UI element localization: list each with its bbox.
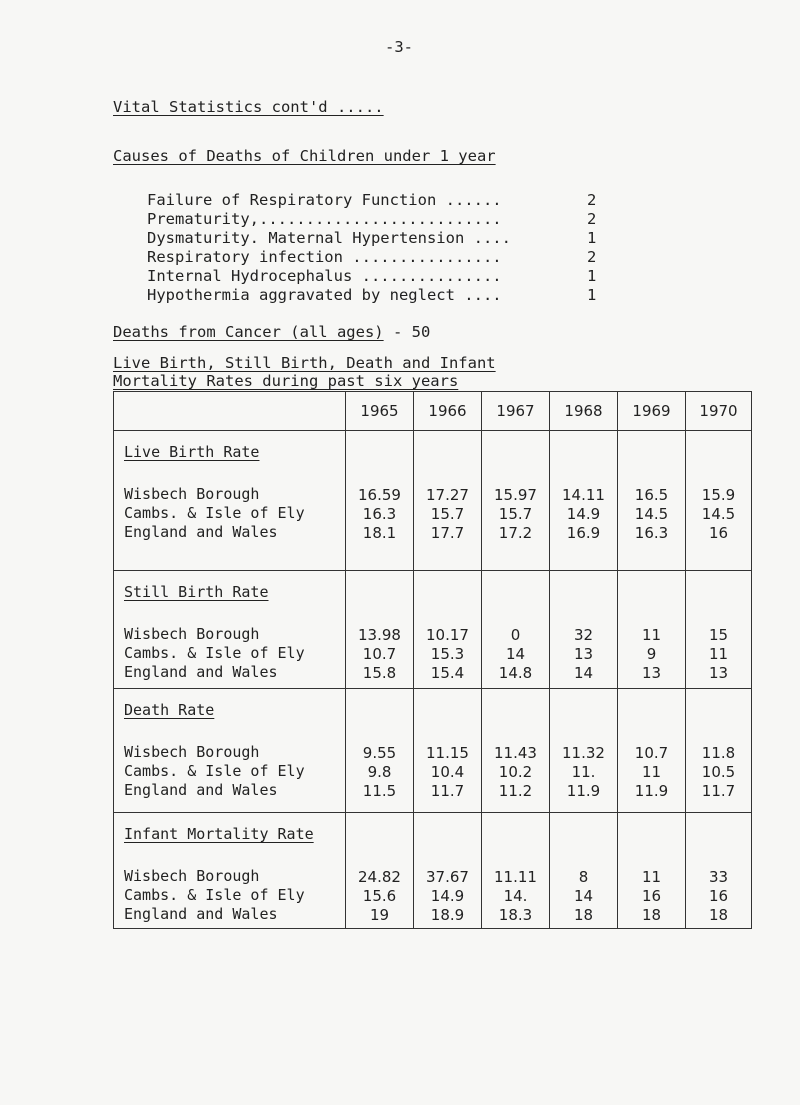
value: 15.7 bbox=[498, 505, 533, 523]
value: 11.7 bbox=[701, 782, 736, 800]
value-cell bbox=[550, 689, 618, 813]
value: 18 bbox=[708, 906, 729, 924]
value: 15 bbox=[708, 626, 729, 644]
value-cell bbox=[618, 689, 686, 813]
year-header: 1966 bbox=[414, 392, 482, 431]
cause-count: 1 bbox=[587, 267, 597, 285]
value: 10.7 bbox=[634, 744, 669, 762]
value-cell bbox=[482, 571, 550, 689]
year-header: 1965 bbox=[346, 392, 414, 431]
rates-table bbox=[113, 391, 752, 929]
value: 11 bbox=[708, 645, 729, 663]
cause-item bbox=[147, 286, 607, 304]
value-cell bbox=[414, 689, 482, 813]
value-cell bbox=[346, 431, 414, 571]
cause-item bbox=[147, 210, 607, 228]
value: 17.27 bbox=[426, 486, 469, 504]
section-title: Infant Mortality Rate bbox=[124, 825, 314, 843]
section-label-cell bbox=[114, 689, 346, 813]
value: 10.7 bbox=[362, 645, 397, 663]
value: 18.9 bbox=[430, 906, 465, 924]
table-section-death-rate bbox=[114, 689, 752, 813]
value: 11.7 bbox=[430, 782, 465, 800]
value: 11 bbox=[641, 626, 662, 644]
value: 16.59 bbox=[358, 486, 401, 504]
value-cell bbox=[482, 813, 550, 929]
cause-label: Internal Hydrocephalus ............... bbox=[147, 267, 502, 285]
table-title-line2: Mortality Rates during past six years bbox=[113, 372, 459, 390]
row-label: England and Wales bbox=[124, 781, 278, 799]
row-label: England and Wales bbox=[124, 663, 278, 681]
value: 15.4 bbox=[430, 664, 465, 682]
value: 16 bbox=[641, 887, 662, 905]
value: 11 bbox=[641, 763, 662, 781]
value: 33 bbox=[708, 868, 729, 886]
value: 32 bbox=[573, 626, 594, 644]
value-cell bbox=[414, 571, 482, 689]
value-cell bbox=[414, 813, 482, 929]
value-cell bbox=[686, 431, 752, 571]
section-title: Death Rate bbox=[124, 701, 215, 719]
value-cell bbox=[346, 813, 414, 929]
row-label: Cambs. & Isle of Ely bbox=[124, 886, 305, 904]
value: 17.2 bbox=[498, 524, 533, 542]
value: 17.7 bbox=[430, 524, 465, 542]
value: 11.5 bbox=[362, 782, 397, 800]
value: 0 bbox=[510, 626, 521, 644]
value: 19 bbox=[369, 906, 390, 924]
value: 37.67 bbox=[426, 868, 469, 886]
cause-count: 1 bbox=[587, 229, 597, 247]
value-cell bbox=[686, 689, 752, 813]
year-header: 1969 bbox=[618, 392, 686, 431]
cause-item bbox=[147, 267, 607, 285]
header-blank bbox=[114, 392, 346, 431]
value: 15.6 bbox=[362, 887, 397, 905]
table-section-infant-mortality bbox=[114, 813, 752, 929]
value: 16.3 bbox=[362, 505, 397, 523]
value: 10.5 bbox=[701, 763, 736, 781]
value: 13 bbox=[641, 664, 662, 682]
value: 15.97 bbox=[494, 486, 537, 504]
row-label: Wisbech Borough bbox=[124, 485, 260, 503]
page-heading: Vital Statistics cont'd ..... bbox=[113, 98, 384, 116]
value: 9.8 bbox=[367, 763, 392, 781]
value-cell bbox=[550, 813, 618, 929]
value: 16 bbox=[708, 887, 729, 905]
value: 15.3 bbox=[430, 645, 465, 663]
value-cell bbox=[686, 571, 752, 689]
value-cell bbox=[550, 571, 618, 689]
year-header: 1967 bbox=[482, 392, 550, 431]
cancer-value: - 50 bbox=[392, 323, 431, 341]
value: 14 bbox=[573, 887, 594, 905]
table-header-row bbox=[114, 392, 752, 431]
value: 15.8 bbox=[362, 664, 397, 682]
row-label: Wisbech Borough bbox=[124, 625, 260, 643]
value-cell bbox=[618, 813, 686, 929]
cause-label: Prematurity,.......................... bbox=[147, 210, 502, 228]
section-label-cell bbox=[114, 813, 346, 929]
value: 11.8 bbox=[701, 744, 736, 762]
cause-item bbox=[147, 229, 607, 247]
cause-label: Failure of Respiratory Function ...... bbox=[147, 191, 502, 209]
value: 13 bbox=[708, 664, 729, 682]
table-section-still-birth bbox=[114, 571, 752, 689]
value-cell bbox=[618, 431, 686, 571]
row-label: England and Wales bbox=[124, 523, 278, 541]
cause-count: 2 bbox=[587, 191, 597, 209]
value: 11.9 bbox=[566, 782, 601, 800]
value: 14. bbox=[503, 887, 528, 905]
value: 18.3 bbox=[498, 906, 533, 924]
section-label-cell bbox=[114, 571, 346, 689]
cause-label: Respiratory infection ................ bbox=[147, 248, 502, 266]
year-header: 1968 bbox=[550, 392, 618, 431]
value: 18.1 bbox=[362, 524, 397, 542]
row-label: Cambs. & Isle of Ely bbox=[124, 644, 305, 662]
value-cell bbox=[346, 571, 414, 689]
value: 10.17 bbox=[426, 626, 469, 644]
value: 15.7 bbox=[430, 505, 465, 523]
section-title: Still Birth Rate bbox=[124, 583, 269, 601]
row-label: Wisbech Borough bbox=[124, 867, 260, 885]
value-cell bbox=[618, 571, 686, 689]
cause-label: Dysmaturity. Maternal Hypertension .... bbox=[147, 229, 511, 247]
value: 11. bbox=[571, 763, 596, 781]
value-cell bbox=[482, 431, 550, 571]
value: 13 bbox=[573, 645, 594, 663]
row-label: England and Wales bbox=[124, 905, 278, 923]
value: 11.15 bbox=[426, 744, 469, 762]
value: 10.4 bbox=[430, 763, 465, 781]
value: 14 bbox=[505, 645, 526, 663]
cause-item bbox=[147, 248, 607, 266]
cause-count: 2 bbox=[587, 210, 597, 228]
row-label: Cambs. & Isle of Ely bbox=[124, 504, 305, 522]
value: 14.5 bbox=[701, 505, 736, 523]
value: 11 bbox=[641, 868, 662, 886]
value: 14.11 bbox=[562, 486, 605, 504]
value: 13.98 bbox=[358, 626, 401, 644]
value: 11.9 bbox=[634, 782, 669, 800]
cause-count: 2 bbox=[587, 248, 597, 266]
value: 14.5 bbox=[634, 505, 669, 523]
value: 8 bbox=[578, 868, 589, 886]
value-cell bbox=[414, 431, 482, 571]
cause-label: Hypothermia aggravated by neglect .... bbox=[147, 286, 502, 304]
row-label: Wisbech Borough bbox=[124, 743, 260, 761]
value: 18 bbox=[573, 906, 594, 924]
value: 16.3 bbox=[634, 524, 669, 542]
value: 9 bbox=[646, 645, 657, 663]
value: 11.11 bbox=[494, 868, 537, 886]
section-label-cell bbox=[114, 431, 346, 571]
value: 14.8 bbox=[498, 664, 533, 682]
value: 14.9 bbox=[430, 887, 465, 905]
year-header: 1970 bbox=[686, 392, 752, 431]
value: 11.32 bbox=[562, 744, 605, 762]
page-number: -3- bbox=[385, 38, 413, 56]
causes-title: Causes of Deaths of Children under 1 year bbox=[113, 147, 496, 165]
table-section-live-birth bbox=[114, 431, 752, 571]
value: 11.43 bbox=[494, 744, 537, 762]
value-cell bbox=[686, 813, 752, 929]
value: 18 bbox=[641, 906, 662, 924]
value: 10.2 bbox=[498, 763, 533, 781]
table-title-line1: Live Birth, Still Birth, Death and Infant bbox=[113, 354, 496, 372]
value: 9.55 bbox=[362, 744, 397, 762]
cause-item bbox=[147, 191, 607, 209]
value: 15.9 bbox=[701, 486, 736, 504]
value-cell bbox=[550, 431, 618, 571]
value: 24.82 bbox=[358, 868, 401, 886]
value: 11.2 bbox=[498, 782, 533, 800]
cause-count: 1 bbox=[587, 286, 597, 304]
value-cell bbox=[346, 689, 414, 813]
value: 16.5 bbox=[634, 486, 669, 504]
value: 14.9 bbox=[566, 505, 601, 523]
value: 14 bbox=[573, 664, 594, 682]
cancer-deaths bbox=[113, 323, 430, 341]
cancer-label: Deaths from Cancer (all ages) bbox=[113, 323, 384, 341]
value: 16 bbox=[708, 524, 729, 542]
value: 16.9 bbox=[566, 524, 601, 542]
row-label: Cambs. & Isle of Ely bbox=[124, 762, 305, 780]
value-cell bbox=[482, 689, 550, 813]
section-title: Live Birth Rate bbox=[124, 443, 260, 461]
